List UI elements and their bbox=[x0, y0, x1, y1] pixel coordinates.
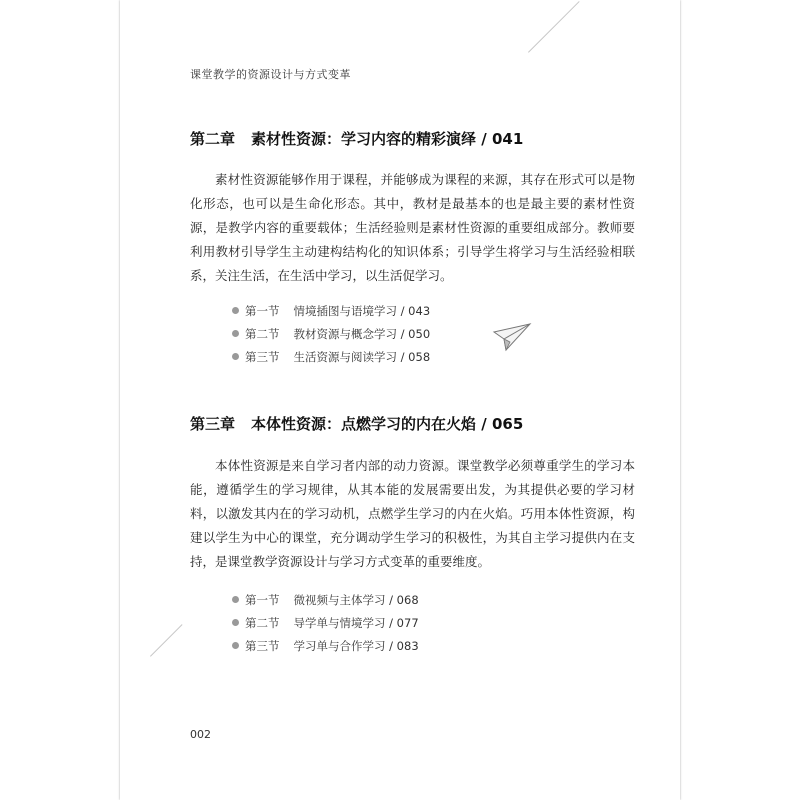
section-title: 微视频与主体学习 / 068 bbox=[293, 593, 419, 607]
section-label: 第二节 bbox=[245, 327, 280, 341]
chapter-summary: 素材性资源能够作用于课程，并能够成为课程的来源，其存在形式可以是物化形态，也可以是生命化形态。其中，教材是最基本的也是最主要的素材性资源，是教学内容的重要载体；生活经验则是素材性资源的重要组成部分。教师要利用教材引导学生主动建构结构化的知识体系；引导学生将学习与生活经验相联系，关注生活，在生活中学习，以生活促学习。 bbox=[190, 172, 635, 283]
section-title: 导学单与情境学习 / 077 bbox=[293, 616, 419, 630]
bullet-icon bbox=[232, 642, 239, 649]
section-list bbox=[232, 300, 430, 369]
section-item[interactable] bbox=[232, 589, 419, 612]
section-label: 第二节 bbox=[245, 616, 280, 630]
section-label: 第三节 bbox=[245, 639, 280, 653]
chapter-number: 第二章 bbox=[190, 130, 236, 148]
section-list bbox=[232, 589, 419, 658]
section-label: 第一节 bbox=[245, 304, 280, 318]
bullet-icon bbox=[232, 596, 239, 603]
chapter-heading: 素材性资源：学习内容的精彩演绎 / 041 bbox=[251, 130, 524, 148]
section-item[interactable] bbox=[232, 300, 430, 323]
section-label: 第一节 bbox=[245, 593, 280, 607]
section-title: 教材资源与概念学习 / 050 bbox=[293, 327, 431, 341]
book-page bbox=[120, 0, 680, 800]
bullet-icon bbox=[232, 307, 239, 314]
chapter-heading: 本体性资源：点燃学习的内在火焰 / 065 bbox=[251, 415, 524, 433]
section-item[interactable] bbox=[232, 635, 419, 658]
section-title: 情境插图与语境学习 / 043 bbox=[293, 304, 431, 318]
section-item[interactable] bbox=[232, 323, 430, 346]
bullet-icon bbox=[232, 353, 239, 360]
chapter-number: 第三章 bbox=[190, 415, 236, 433]
paper-plane-icon bbox=[492, 322, 532, 352]
section-item[interactable] bbox=[232, 612, 419, 635]
chapter-title bbox=[190, 128, 523, 149]
page-number: 002 bbox=[190, 728, 211, 741]
bullet-icon bbox=[232, 330, 239, 337]
chapter-summary: 本体性资源是来自学习者内部的动力资源。课堂教学必须尊重学生的学习本能，遵循学生的学习规律，从其本能的发展需要出发，为其提供必要的学习材料，以激发其内在的学习动机，点燃学生学习的内在火焰。巧用本体性资源，构建以学生为中心的课堂，充分调动学生学习的积极性，为其自主学习提供内在支持，是课堂教学资源设计与学习方式变革的重要维度。 bbox=[190, 458, 635, 569]
chapter-title bbox=[190, 413, 523, 434]
section-label: 第三节 bbox=[245, 350, 280, 364]
section-title: 学习单与合作学习 / 083 bbox=[293, 639, 419, 653]
bullet-icon bbox=[232, 619, 239, 626]
section-item[interactable] bbox=[232, 346, 430, 369]
running-header: 课堂教学的资源设计与方式变革 bbox=[190, 68, 351, 81]
section-title: 生活资源与阅读学习 / 058 bbox=[293, 350, 431, 364]
